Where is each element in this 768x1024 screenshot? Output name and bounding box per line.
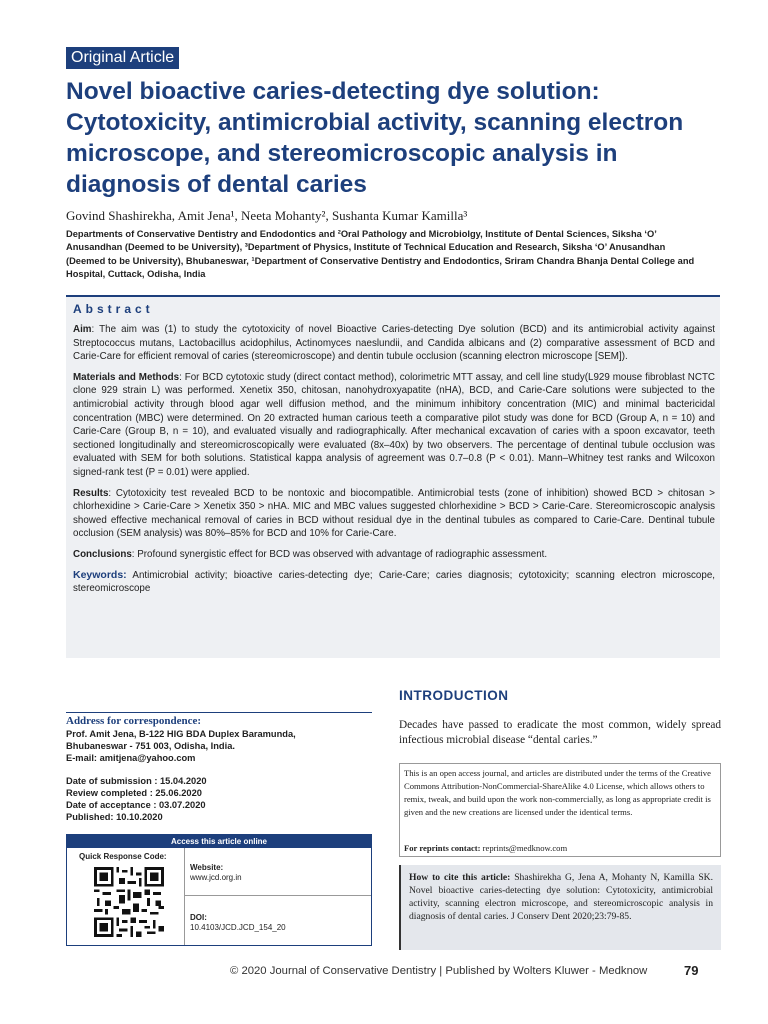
correspondence-email[interactable]: E-mail: amitjena@yahoo.com [66, 753, 196, 764]
keywords-label: Keywords: [73, 568, 127, 581]
abstract-body [73, 323, 715, 603]
correspondence-line: Bhubaneswar - 751 003, Odisha, India. [66, 741, 235, 752]
page-footer: © 2020 Journal of Conservative Dentistry | Published by Wolters Kluwer - Medknow [230, 965, 648, 977]
article-type-badge: Original Article [66, 47, 179, 69]
abstract-heading: Abstract [73, 302, 154, 316]
keywords-text: Antimicrobial activity; bioactive caries-detecting dye; Carie-Care; caries diagnosis; cytotoxicity; scanning electron microscope, stereomicroscope [73, 569, 715, 595]
methods-text: : For BCD cytotoxic study (direct contact method), colorimetric MTT assay, and cell line study(L929 mouse fibroblast NCTC clone 929 strain L) was performed. Xenetix 350, chitosan, nanohydroxyapatite (nHA), BCD, and Carie-Care solutions were subjected to the antimicrobial activity through blood agar well diffusion method, and the minimum inhibitory concentration (MIC) and minimal bactericidal concentration (MBC) were determined. On 20 extracted human carious teeth a comparative pilot study was done for BCD (Group A, n = 10) and Carie-Care (Group B, n = 10), and evaluated visually and radiographically. After mechanical excavation of caries with a spoon excavator, teeth sectioned longitudinally and stereomicroscopically were evaluated (8x–40x) by two observers. The percentage of dentinal tubule occlusion was evaluated with SEM for both solutions. Statistical kappa analysis of agreement was 0.7–0.8 (P < 0.01). Mann–Whitney test ranks and Wilcoxon signed-rank test (P = 0.01) were applied. [73, 371, 716, 478]
open-access-text: This is an open access journal, and articles are distributed under the terms of the Creative Commons Attribution-NonCommercial-ShareAlike 4.0 License, which allows others to remix, tweak, and build upon the work non-commercially, as long as appropriate credit is given and the new creations are licensed under the identical terms. [404, 768, 711, 817]
qr-code-icon[interactable] [94, 866, 164, 938]
access-divider [185, 895, 371, 896]
methods-label: Materials and Methods [73, 371, 180, 383]
conclusions-label: Conclusions [73, 548, 132, 560]
author-list: Govind Shashirekha, Amit Jena¹, Neeta Mohanty², Sushanta Kumar Kamilla³ [66, 208, 468, 223]
results-label: Results [73, 487, 109, 499]
access-online-box [66, 834, 372, 946]
date-acceptance: Date of acceptance : 03.07.2020 [66, 800, 206, 811]
affiliations: Departments of Conservative Dentistry and Endodontics and ²Oral Pathology and Microbiolgy, Institute of Dental Sciences, Siksha ‘O’ Anusandhan (Deemed to be University), ³Department of Physics, Institute of Technical Education and Research, Siksha ‘O’ Anusandhan (Deemed to be University), Bhubaneswar, ¹Department of Conservative Dentistry and Endodontics, Sriram Chandra Bhanja Dental College and Hospital, Cuttack, Odisha, India [66, 229, 695, 280]
open-access-notice [399, 763, 721, 857]
access-heading: Access this article online [67, 835, 371, 848]
abstract-results [73, 487, 715, 541]
introduction-text: Decades have passed to eradicate the most common, widely spread infectious microbial disease “dental caries.” [399, 719, 721, 746]
abstract-methods [73, 371, 715, 480]
reprints-label: For reprints contact: [404, 843, 481, 853]
website-label: Website: [190, 863, 224, 872]
citation-label: How to cite this article: [409, 872, 511, 883]
doi-label: DOI: [190, 913, 207, 922]
page-number: 79 [684, 963, 699, 978]
results-text: : Cytotoxicity test revealed BCD to be nontoxic and biocompatible. Antimicrobial tests (zone of inhibition) showed BCD > chitosan > chlorhexidine > Carie-Care > Xenetix 350 > nHA. MIC and MBC values suggested chlorhexidine > BCD > Carie-Care. Stereomicroscopic analysis showed effective mechanical removal of caries in BCD without residual dye in the dentinal tubules as compared to Carie-Care. Dentinal tubule occlusion (SEM analysis) was 80%–85% for BCD and 10% for Carie-Care. [73, 487, 715, 540]
correspondence-rule [66, 712, 372, 713]
abstract-aim [73, 323, 715, 364]
aim-text: : The aim was (1) to study the cytotoxicity of novel Bioactive Caries-detecting Dye solution (BCD) and its antimicrobial activity against Streptococcus mutans, Lactobacillus acidophilus, Actinomyces naeslundii, and Candida albicans and (2) comparative assessment of BCD and Carie-Care for efficient removal of caries (stereomicroscope) and dentin tubule occlusion (scanning electron microscope [SEM]). [73, 324, 715, 363]
date-submission: Date of submission : 15.04.2020 [66, 775, 207, 786]
correspondence-heading: Address for correspondence: [66, 715, 202, 727]
abstract-keywords [73, 569, 715, 596]
introduction-heading: INTRODUCTION [399, 688, 509, 703]
aim-label: Aim [73, 324, 92, 335]
citation-box [399, 865, 721, 950]
qr-label: Quick Response Code: [79, 852, 167, 861]
abstract-conclusions [73, 548, 715, 562]
date-published: Published: 10.10.2020 [66, 812, 163, 823]
reprints-contact [404, 842, 567, 855]
website-link[interactable]: www.jcd.org.in [190, 873, 242, 882]
correspondence-body [66, 728, 372, 823]
citation-text: Shashirekha G, Jena A, Mohanty N, Kamilla SK. Novel bioactive caries-detecting dye solution: Cytotoxicity, antimicrobial activity, scanning electron microscope, and stereomicroscopic analysis in diagnosis of dental caries. J Conserv Dent 2020;23:79-85. [409, 872, 713, 922]
correspondence-line: Prof. Amit Jena, B-122 HIG BDA Duplex Baramunda, [66, 729, 296, 739]
conclusions-text: : Profound synergistic effect for BCD was observed with advantage of radiographic assessment. [131, 548, 548, 560]
doi-link[interactable]: 10.4103/JCD.JCD_154_20 [190, 923, 286, 932]
article-title: Novel bioactive caries-detecting dye solution: Cytotoxicity, antimicrobial activity, scanning electron microscope, and stereomicroscopic analysis in diagnosis of dental caries [66, 78, 684, 198]
abstract-box [66, 295, 720, 658]
qr-column [67, 848, 185, 945]
reprints-email[interactable]: reprints@medknow.com [480, 843, 568, 853]
date-review: Review completed : 25.06.2020 [66, 787, 202, 798]
